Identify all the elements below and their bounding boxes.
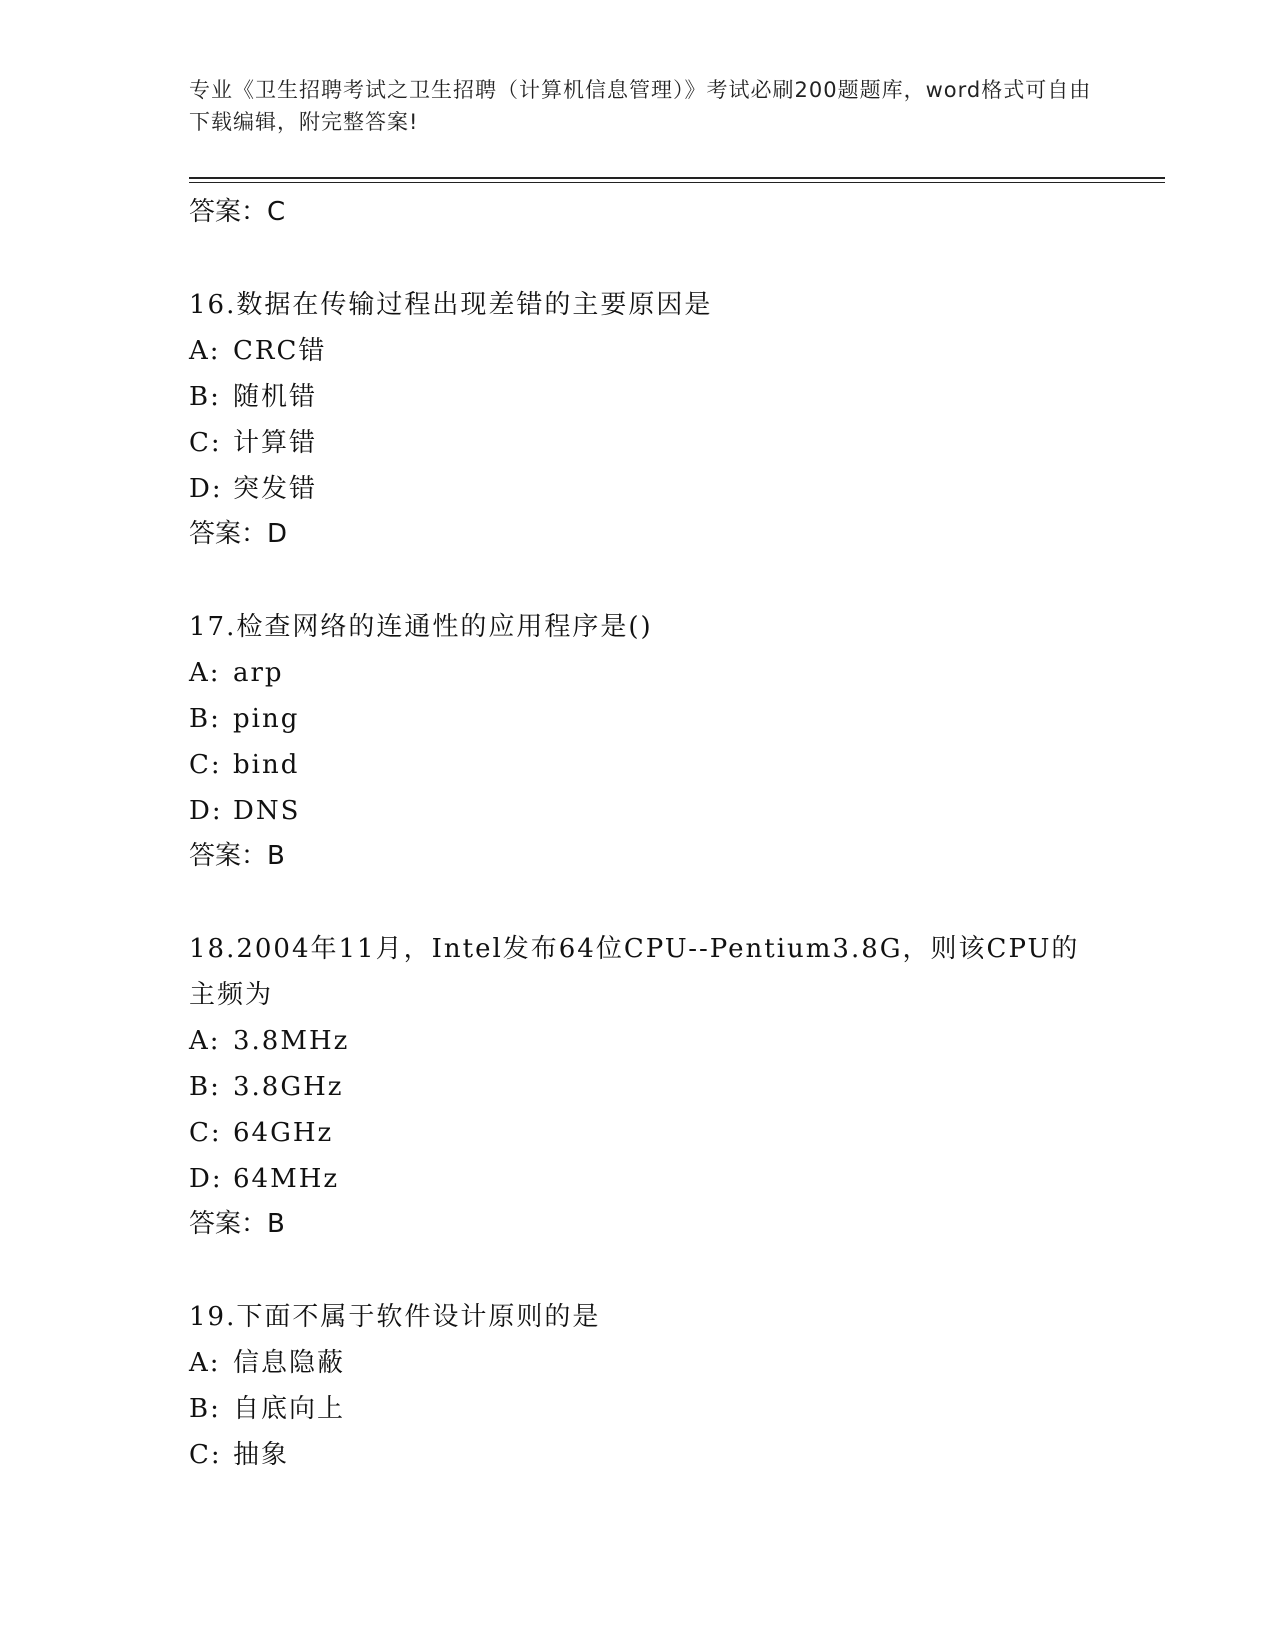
option-item [189,1432,1099,1478]
question-block [189,926,1099,1248]
option-item [189,1156,1099,1202]
document-header: 专业《卫生招聘考试之卫生招聘（计算机信息管理）》考试必刷200题题库，word格式可自由下载编辑，附完整答案! [189,78,1092,134]
option-text: arp [233,658,284,688]
option-item [189,1018,1099,1064]
option-item [189,466,1099,512]
option-item [189,1064,1099,1110]
option-item [189,328,1099,374]
header-rule-thick [189,177,1165,179]
option-item [189,742,1099,788]
option-item [189,788,1099,834]
option-letter: C: [189,750,222,780]
option-letter: C: [189,428,222,458]
option-letter: C: [189,1118,222,1148]
answer-line: 答案：B [189,841,285,871]
option-text: CRC错 [233,336,327,366]
option-letter: A: [189,1348,221,1378]
question-text: 19.下面不属于软件设计原则的是 [189,1302,601,1332]
answer-line: 答案：B [189,1209,285,1239]
option-item [189,1110,1099,1156]
header-rule-thin [189,182,1165,183]
option-text: 突发错 [233,474,318,504]
option-item [189,1386,1099,1432]
option-letter: A: [189,658,221,688]
option-letter: D: [189,474,223,504]
question-text: 16.数据在传输过程出现差错的主要原因是 [189,290,713,320]
option-letter: A: [189,336,221,366]
question-text: 18.2004年11月，Intel发布64位CPU--Pentium3.8G，则该CPU的主频为 [189,934,1080,1010]
option-item [189,1340,1099,1386]
option-text: DNS [233,796,301,826]
option-text: 自底向上 [233,1394,346,1424]
option-letter: B: [189,704,221,734]
option-text: 抽象 [233,1440,290,1470]
question-block [189,282,1099,558]
question-block [189,1294,1099,1478]
option-letter: A: [189,1026,221,1056]
option-letter: D: [189,796,223,826]
option-item [189,374,1099,420]
question-list [189,190,1099,1478]
option-item [189,420,1099,466]
option-item [189,696,1099,742]
option-letter: B: [189,382,221,412]
option-text: 64GHz [233,1118,334,1148]
option-letter: C: [189,1440,222,1470]
option-text: ping [233,704,300,734]
answer-line: 答案：C [189,197,286,227]
question-block [189,604,1099,880]
option-text: 3.8GHz [233,1072,344,1102]
option-text: 信息隐蔽 [233,1348,346,1378]
option-text: 64MHz [233,1164,340,1194]
question-text: 17.检查网络的连通性的应用程序是() [189,612,653,642]
option-text: 3.8MHz [233,1026,350,1056]
option-text: 计算错 [233,428,318,458]
option-text: bind [233,750,300,780]
option-letter: B: [189,1072,221,1102]
option-item [189,650,1099,696]
option-text: 随机错 [233,382,318,412]
option-letter: D: [189,1164,223,1194]
answer-line: 答案：D [189,519,288,549]
option-letter: B: [189,1394,221,1424]
